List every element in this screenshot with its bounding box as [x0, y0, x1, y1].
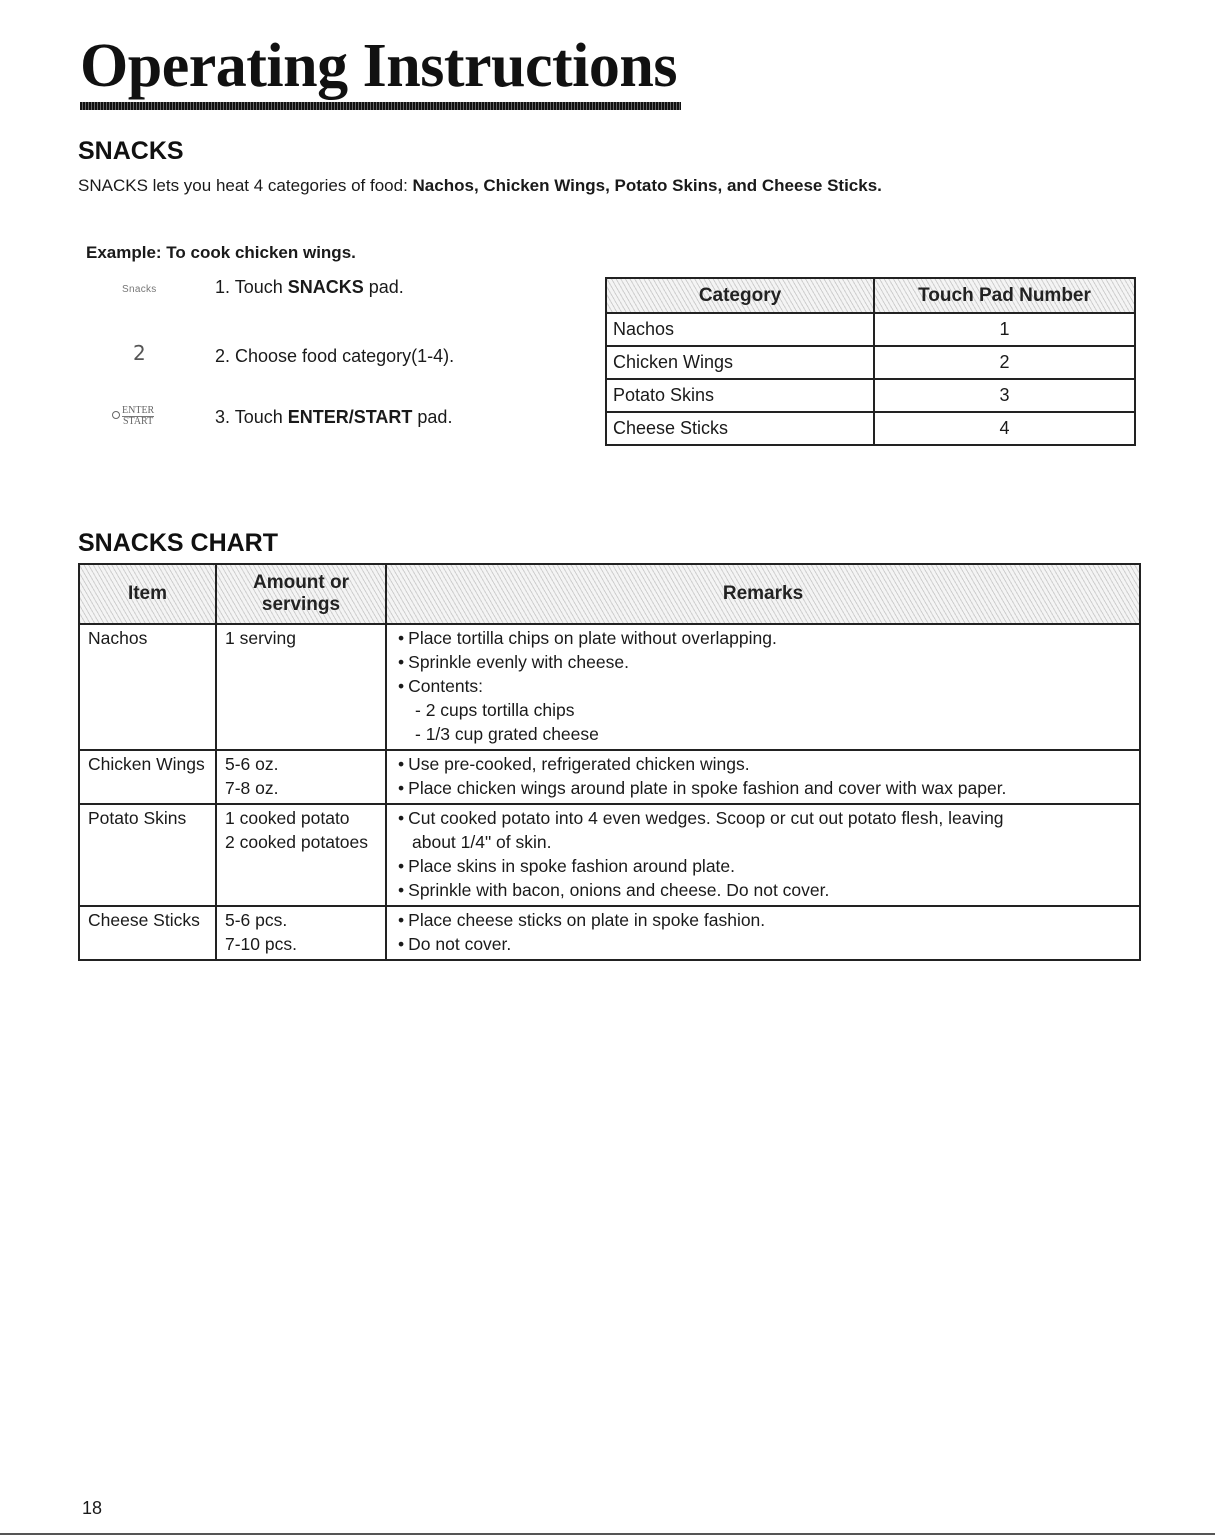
category-cell: Chicken Wings [606, 346, 874, 379]
title-underline [80, 102, 681, 110]
remark: • Place tortilla chips on plate without overlapping. [398, 626, 1132, 650]
pad-number-cell: 3 [874, 379, 1135, 412]
item-header: Item [79, 564, 216, 624]
item-cell: Chicken Wings [79, 750, 216, 804]
category-table-header [606, 278, 1135, 313]
snacks-chart-table [78, 563, 1141, 961]
touch-pad-number-header: Touch Pad Number [874, 278, 1135, 313]
table-row [79, 804, 1140, 906]
table-row [606, 412, 1135, 445]
amount-header-line1: Amount or [252, 572, 350, 593]
page-title: Operating Instructions [80, 32, 677, 100]
table-row [606, 346, 1135, 379]
item-cell: Nachos [79, 624, 216, 750]
remark: • Sprinkle with bacon, onions and cheese. Do not cover. [398, 878, 1132, 902]
snacks-intro [78, 175, 882, 197]
amount-value: 2 cooked potatoes [225, 832, 369, 852]
remark: • Place skins in spoke fashion around plate. [398, 854, 1132, 878]
remark: • Place chicken wings around plate in spoke fashion and cover with wax paper. [398, 776, 1132, 800]
example-heading: Example: To cook chicken wings. [86, 243, 356, 262]
remarks-header: Remarks [386, 564, 1140, 624]
step-3-suffix: pad. [412, 407, 453, 427]
amount-value: 1 cooked potato [225, 808, 350, 828]
bottom-rule [0, 1533, 1215, 1535]
amount-cell [216, 804, 386, 906]
amount-header-line2: servings [261, 594, 341, 615]
pad-number-cell: 2 [874, 346, 1135, 379]
snacks-pad-icon: Snacks [122, 284, 157, 295]
enter-icon-bottom: START [122, 416, 154, 427]
amount-value: 5-6 oz. [225, 754, 279, 774]
page-number: 18 [82, 1498, 103, 1518]
step-3-prefix: 3. Touch [215, 407, 288, 427]
amount-cell [216, 624, 386, 750]
amount-header [216, 564, 386, 624]
item-cell: Potato Skins [79, 804, 216, 906]
intro-categories: Nachos, Chicken Wings, Potato Skins, and Cheese Sticks. [412, 176, 882, 195]
enter-start-pad-icon [112, 406, 154, 427]
step-3 [215, 406, 452, 428]
table-row [79, 906, 1140, 960]
amount-value: 1 serving [225, 628, 297, 648]
pad-number-cell: 4 [874, 412, 1135, 445]
remark-continuation: about 1/4" of skin. [412, 832, 552, 852]
item-cell: Cheese Sticks [79, 906, 216, 960]
snacks-heading: SNACKS [78, 137, 184, 165]
remark: • Sprinkle evenly with cheese. [398, 650, 1132, 674]
step-1-pad-name: SNACKS [287, 277, 364, 297]
remarks-cell [386, 624, 1140, 750]
category-table [605, 277, 1136, 446]
step-3-pad-name: ENTER/START [287, 407, 413, 427]
category-header: Category [606, 278, 874, 313]
category-cell: Cheese Sticks [606, 412, 874, 445]
step-1-prefix: 1. Touch [215, 277, 288, 297]
remark: • Do not cover. [398, 932, 1132, 956]
step-1-suffix: pad. [363, 277, 404, 297]
pad-number-cell: 1 [874, 313, 1135, 346]
chart-header-row [79, 564, 1140, 624]
category-cell: Potato Skins [606, 379, 874, 412]
amount-value: 7-10 pcs. [225, 934, 297, 954]
number-pad-icon: 2 [133, 341, 146, 365]
remark: • Cut cooked potato into 4 even wedges. Scoop or cut out potato flesh, leaving [398, 806, 1132, 830]
step-2 [215, 345, 454, 367]
snacks-chart-heading: SNACKS CHART [78, 529, 278, 557]
step-1 [215, 276, 404, 298]
start-dot-icon [112, 411, 120, 419]
remarks-cell [386, 906, 1140, 960]
table-row [79, 624, 1140, 750]
remark: • Use pre-cooked, refrigerated chicken wings. [398, 752, 1132, 776]
amount-cell [216, 906, 386, 960]
amount-value: 7-8 oz. [225, 778, 279, 798]
table-row [606, 379, 1135, 412]
amount-cell [216, 750, 386, 804]
remarks-cell [386, 804, 1140, 906]
amount-value: 5-6 pcs. [225, 910, 288, 930]
sub-remark: - 2 cups tortilla chips [415, 700, 575, 720]
category-cell: Nachos [606, 313, 874, 346]
enter-icon-top: ENTER [122, 405, 155, 416]
remark: • Contents: [398, 674, 1132, 698]
table-row [79, 750, 1140, 804]
intro-text: SNACKS lets you heat 4 categories of food: [78, 176, 413, 195]
remark: • Place cheese sticks on plate in spoke fashion. [398, 908, 1132, 932]
table-row [606, 313, 1135, 346]
step-2-text: 2. Choose food category(1-4). [215, 346, 455, 366]
sub-remark: - 1/3 cup grated cheese [415, 724, 599, 744]
remarks-cell [386, 750, 1140, 804]
